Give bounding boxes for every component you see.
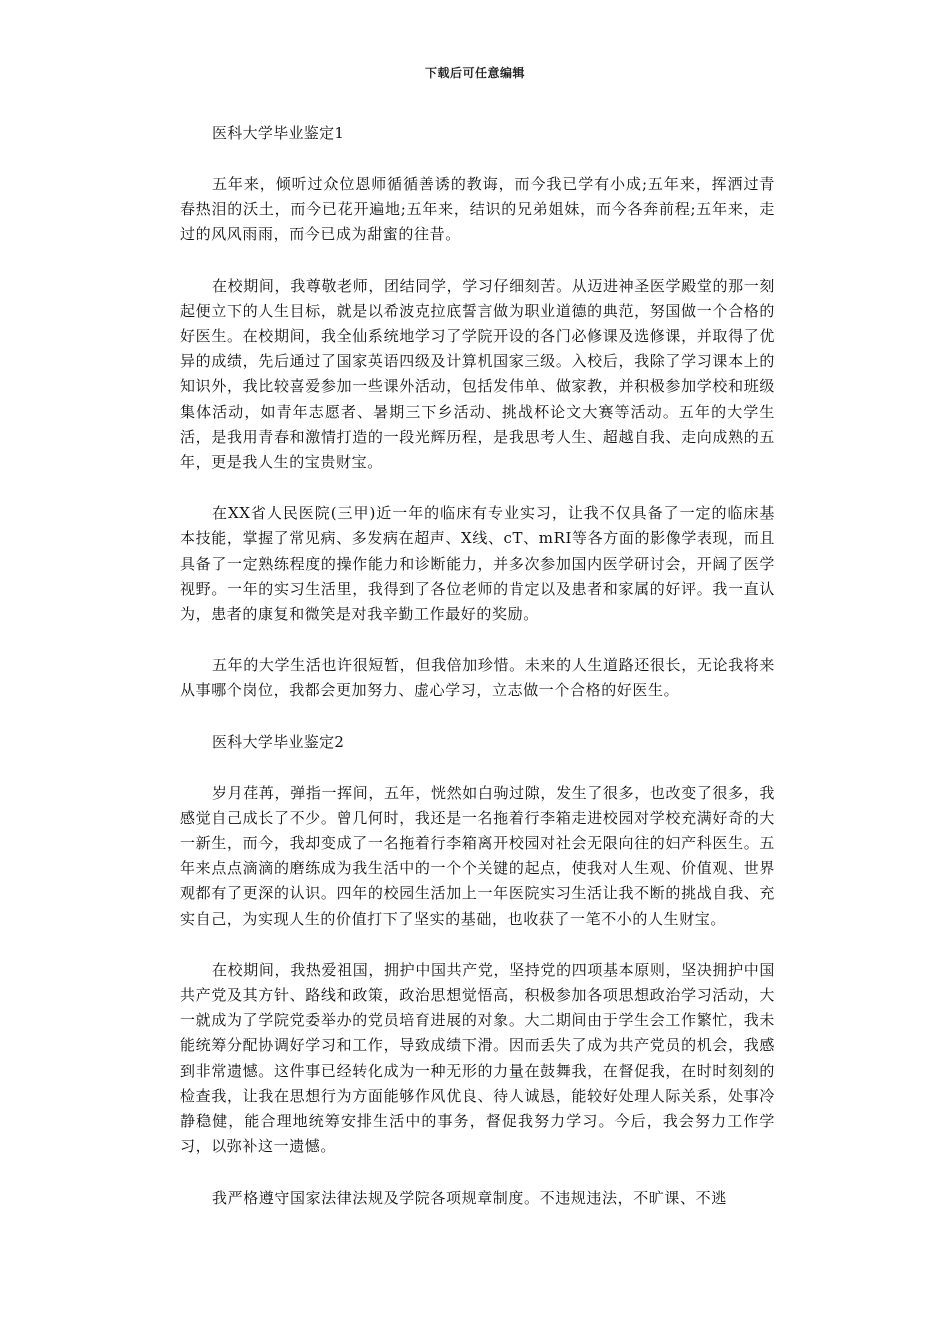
section-2-paragraph-2: 在校期间，我热爱祖国，拥护中国共产党，坚持党的四项基本原则，坚决拥护中国共产党及其方针、路线和政策，政治思想觉悟高，积极参加各项思想政治学习活动，大一就成为了学院党委举办的党员培育进展的对象。大二期间由于学生会工作繁忙，我未能统筹分配协调好学习和工作，导致成绩下滑。因而丢失了成为共产党员的机会，我感到非常遗憾。这件事已经转化成为一种无形的力量在鼓舞我，在督促我，在时时刻刻的检查我，让我在思想行为方面能够作风优良、待人诚恳，能较好处理人际关系，处事冷静稳健，能合理地统筹安排生活中的事务，督促我努力学习。今后，我会努力工作学习，以弥补这一遗憾。 <box>180 960 775 1156</box>
page-header: 下载后可任意编辑 <box>424 66 525 80</box>
section-2-heading: 医科大学毕业鉴定2 <box>212 732 345 751</box>
section-1-paragraph-2: 在校期间，我尊敬老师，团结同学，学习仔细刻苦。从迈进神圣医学殿堂的那一刻起便立下的人生目标，就是以希波克拉底誓言做为职业道德的典范，努国做一个合格的好医生。在校期间，我全仙系统地学习了学院开设的各门必修课及选修课，并取得了优异的成绩，先后通过了国家英语四级及计算机国家三级。入校后，我除了学习课本上的知识外，我比较喜爱参加一些课外活动，包括发伟单、做家教，并积极参加学校和班级集体活动，如青年志愿者、暑期三下乡活动、挑战杯论文大赛等活动。五年的大学生活，是我用青春和激情打造的一段光辉历程，是我思考人生、超越自我、走向成熟的五年，更是我人生的宝贵财宝。 <box>180 276 775 472</box>
section-2-paragraph-3: 我严格遵守国家法律法规及学院各项规章制度。不违规违法，不旷课、不逃 <box>212 1188 727 1207</box>
section-1-paragraph-4: 五年的大学生活也许很短暂，但我倍加珍惜。未来的人生道路还很长，无论我将来从事哪个岗位，我都会更加努力、虚心学习，立志做一个合格的好医生。 <box>180 656 775 700</box>
section-1-heading: 医科大学毕业鉴定1 <box>212 124 345 142</box>
section-1-paragraph-1: 五年来，倾听过众位恩师循循善诱的教诲，而今我已学有小成;五年来，挥洒过青春热泪的沃土，而今已花开遍地;五年来，结识的兄弟姐妹，而今各奔前程;五年来，走过的风风雨雨，而今已成为甜蜜的往昔。 <box>180 175 775 244</box>
section-2-paragraph-1: 岁月荏苒，弹指一挥间，五年，恍然如白驹过隙，发生了很多，也改变了很多，我感觉自己成长了不少。曾几何时，我还是一名拖着行李箱走进校园对学校充满好奇的大一新生，而今，我却变成了一名拖着行李箱离开校园对社会无限向往的妇产科医生。五年来点点滴滴的磨练成为我生活中的一个个关键的起点，使我对人生观、价值观、世界观都有了更深的认识。四年的校园生活加上一年医院实习生活让我不断的挑战自我、充实自己，为实现人生的价值打下了坚实的基础，也收获了一笔不小的人生财宝。 <box>180 783 775 928</box>
document-body <box>180 121 775 1211</box>
section-1-paragraph-3: 在XX省人民医院(三甲)近一年的临床有专业实习，让我不仅具备了一定的临床基本技能，掌握了常见病、多发病在超声、X线、cT、mRI等各方面的影像学表现，而且具备了一定熟练程度的操作能力和诊断能力，并多次参加国内医学研讨会，开阔了医学视野。一年的实习生活里，我得到了各位老师的肯定以及患者和家属的好评。我一直认为，患者的康复和微笑是对我辛勤工作最好的奖励。 <box>180 504 775 624</box>
